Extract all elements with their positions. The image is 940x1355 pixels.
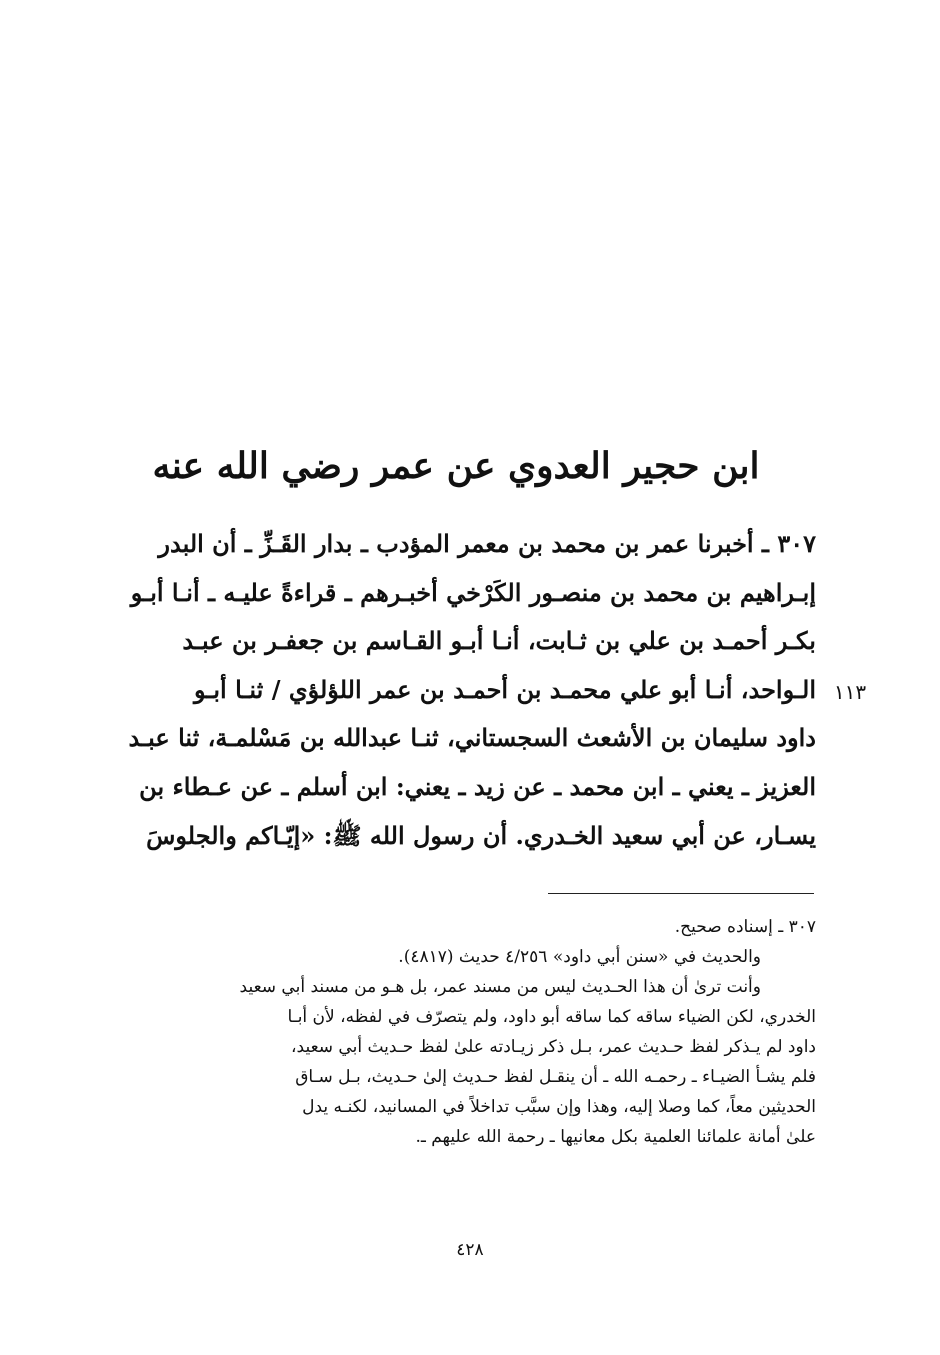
footnote-line: داود لم يـذكر لفظ حـديث عمر، بـل ذكر زيـادته علىٰ لفظ حـديث أبي سعيد، [291,1037,816,1057]
margin-page-reference: ١١٣ [833,680,867,704]
main-text-line: يسـار، عن أبي سعيد الخـدري. أن رسول الله ﷺ: «إيّـاكم والجلوسَ [146,820,816,850]
main-text-line: ٣٠٧ ـ أخبرنا عمر بن محمد بن معمر المؤدب ـ بدار القَـزِّ ـ أن البدر [158,529,816,558]
footnote-line: ٣٠٧ ـ إسناده صحيح. [674,917,816,937]
footnotes [96,912,816,1152]
chapter-title: ابن حجير العدوي عن عمر رضي الله عنه [152,445,760,487]
footnote-line: والحديث في «سنن أبي داود» ٤/٢٥٦ حديث (٤٨١٧). [398,947,761,967]
main-text-line: إبـراهيم بن محمد بن منصـور الكَرْخي أخبـرهم ـ قراءةً عليـه ـ أنـا أبـو [130,577,816,607]
main-text-line: الـواحد، أنـا أبو علي محمـد بن أحمـد بن عمر اللؤلؤي / ثنـا أبـو [193,674,816,704]
main-text-line: داود سليمان بن الأشعث السجستاني، ثنـا عبدالله بن مَسْلمـة، ثنا عبـد [128,723,816,753]
footnote-divider [548,893,814,894]
footnote-line: الخدري، لكن الضياء ساقه كما ساقه أبو داود، ولم يتصرّف في لفظه، لأن أبـا [287,1007,816,1027]
hadith-text [96,520,816,860]
footnote-line: الحديثين معاً، كما وصلا إليه، وهذا وإن سبَّب تداخلاً في المسانيد، لكنـه يدل [302,1097,816,1117]
footnote-line: علىٰ أمانة علمائنا العلمية بكل معانيها ـ رحمة الله عليهم ـ. [415,1127,816,1147]
page-number: ٤٢٨ [456,1240,484,1260]
main-text-line: بكـر أحمـد بن علي بن ثـابت، أنـا أبـو القـاسم بن جعفـر بن عبـد [182,626,816,656]
footnote-line: فلم يشـأ الضيـاء ـ رحمـه الله ـ أن ينقـل لفظ حـديث إلىٰ حـديث، بـل سـاق [295,1067,816,1087]
footnote-line: وأنت ترىٰ أن هذا الحـديث ليس من مسند عمر، بل هـو من مسند أبي سعيد [239,977,761,997]
main-text-line: العزيز ـ يعني ـ ابن محمد ـ عن زيد ـ يعني: ابن أسلم ـ عن عـطاء بن [139,771,816,801]
